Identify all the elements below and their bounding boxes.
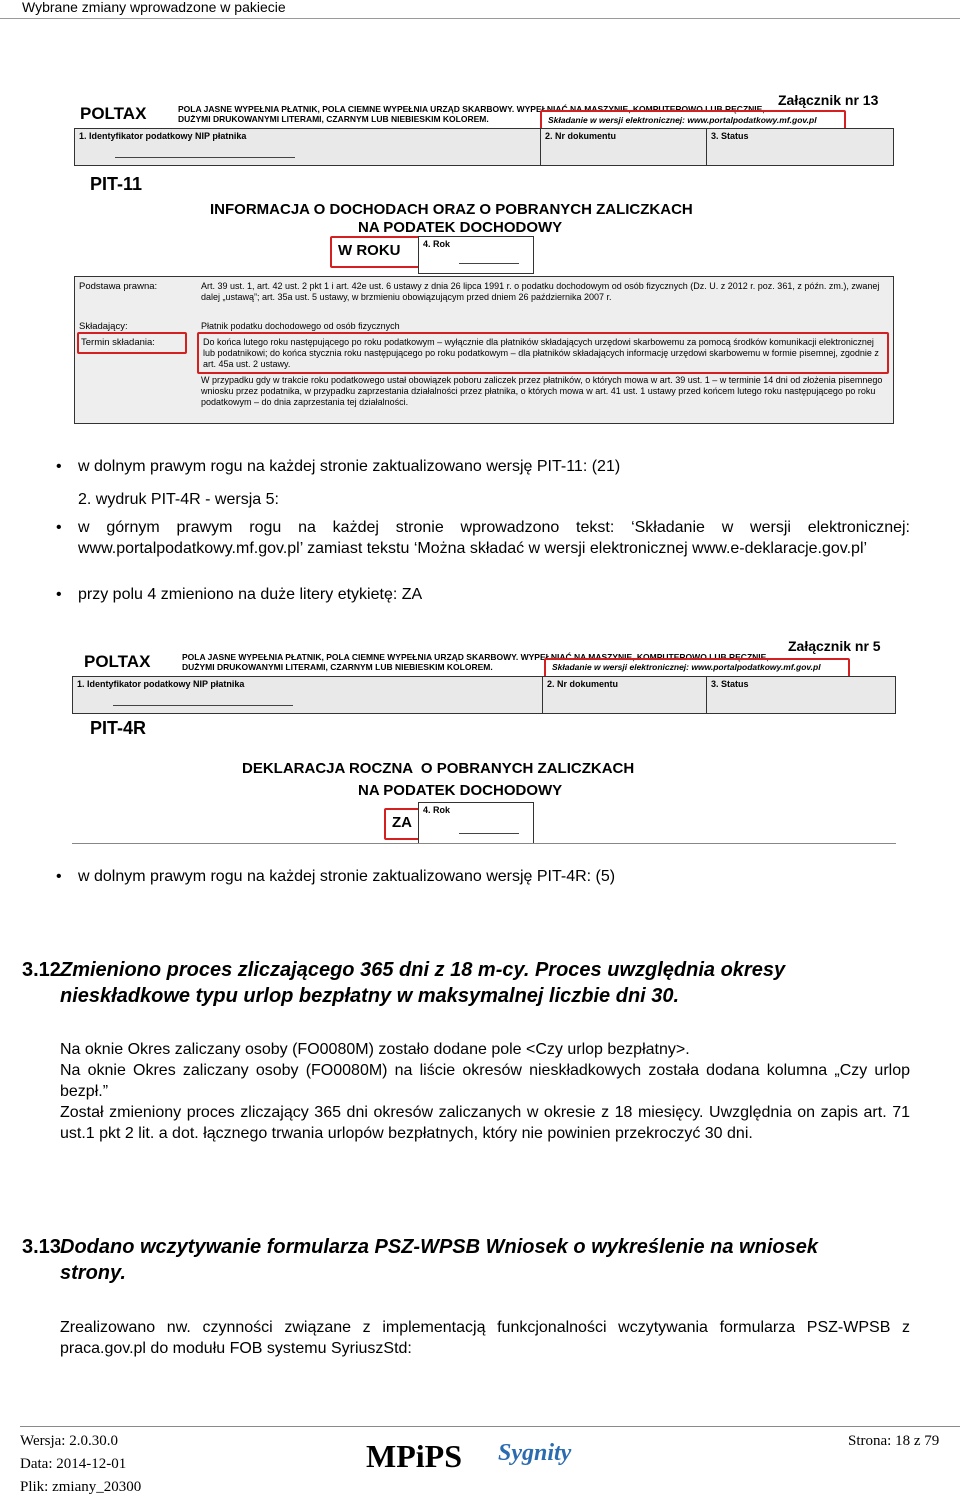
field2-year-label: 4. Rok: [423, 805, 451, 815]
highlight-za-label: [384, 808, 420, 840]
section-3-12-heading: [22, 957, 922, 1013]
section-3-12-title: Zmieniono proces zliczającego 365 dni z 18 m-cy. Proces uwzględnia okresy nieskładkowe typu urlop bezpłatny w maksymalnej liczbie dni 30.: [60, 959, 786, 1007]
form-brand: POLTAX: [80, 104, 147, 123]
field2-doc-number: [542, 676, 708, 714]
footer-version: Wersja: 2.0.30.0: [20, 1433, 118, 1449]
footer-logo-mpips: MPiPS: [366, 1438, 462, 1474]
form-code: PIT-11: [90, 174, 143, 194]
section-3-12-p3: Został zmieniony proces zliczający 365 dni okresów zaliczanych w okresie z 18 miesięcy. Uwzględnia on zapis art. 71 ust.1 pkt 2 lit. a dot. łącznego trwania urlopów bezpłatnych, który nie powinien przekroczyć 30 dni.: [60, 1104, 910, 1142]
deadline-more: W przypadku gdy w trakcie roku podatkowego ustał obowiązek poboru zaliczek przez płatników, o których mowa w art. 39 ust. 1 – w terminie 14 dni od złożenia pisemnego wniosku przez podatnika, w przypadku zaprzestania działalności przez płatnika, o których mowa w art. 41 ust. 1 ustawy przed końcem lutego roku następującego po roku podatkowym – do dnia zaprzestania tej działalności.: [201, 375, 883, 407]
field-status: [706, 128, 894, 166]
field2-doc-label: 2. Nr dokumentu: [547, 679, 619, 689]
item-pit4r-heading: 2. wydruk PIT-4R - wersja 5:: [78, 491, 279, 508]
header-title: Wybrane zmiany wprowadzone w pakiecie: [22, 0, 286, 15]
form2-attachment: Załącznik nr 5: [788, 638, 881, 654]
deadline-text: Do końca lutego roku następującego po roku podatkowym – wyłącznie dla płatników składających urzędowi skarbowemu za pomocą środków komunikacji elektronicznej lub podatnikowi; do końca stycznia roku następującego po roku podatkowym – dla płatników składających informację urzędowi skarbowemu w formie pisemnej, zgodnie z art. 45a ust. 2 ustawy.: [203, 337, 879, 369]
legal-text: Art. 39 ust. 1, art. 42 ust. 2 pkt 1 i art. 42e ust. 6 ustawy z dnia 26 lipca 1991 r. o podatku dochodowym od osób fizycznych (Dz. U. z 2012 r. poz. 361, z późn. zm.), zwanej dalej „ustawą”; art. 35a ust. 5 ustawy, w brzmieniu obowiązującym przed dniem 26 października 2007 r.: [201, 281, 880, 302]
field-year: [418, 236, 534, 274]
field-doc-label: 2. Nr dokumentu: [545, 131, 617, 141]
field2-year: [418, 802, 534, 844]
field-nip: [74, 128, 542, 166]
footer-date: Data: 2014-12-01: [20, 1456, 127, 1472]
field2-nip: [72, 676, 544, 714]
bullet-pit11-version: w dolnym prawym rogu na każdej stronie zaktualizowano wersję PIT-11: (21): [78, 458, 621, 475]
form2-divider: [72, 843, 896, 844]
filer-label: Składający:: [79, 321, 128, 332]
footer-file: Plik: zmiany_20300: [20, 1479, 142, 1495]
filer-text: Płatnik podatku dochodowego od osób fizycznych: [201, 321, 400, 331]
form2-instruction: POLA JASNE WYPEŁNIA PŁATNIK, POLA CIEMNE WYPEŁNIA URZĄD SKARBOWY. WYPEŁNIAĆ NA MASZYNIE, KOMPUTEROWO LUB RĘCZNIE, DUŻYMI DRUKOWANYMI LITERAMI, CZARNYM LUB NIEBIESKIM KOLOREM.: [182, 652, 769, 672]
form2-title-line2: NA PODATEK DOCHODOWY: [358, 782, 563, 799]
highlight-deadline-label: [77, 332, 187, 354]
field-nip-label: 1. Identyfikator podatkowy NIP płatnika: [79, 131, 247, 141]
footer-logo-sygnity: Sygnity: [498, 1440, 572, 1466]
footer-page: Strona: 18 z 79: [848, 1433, 940, 1449]
section-3-13-heading: [22, 1234, 922, 1290]
section-3-12-p1: Na oknie Okres zaliczany osoby (FO0080M) zostało dodane pole <Czy urlop bezpłatny>.: [60, 1041, 690, 1058]
field2-status: [706, 676, 896, 714]
section-3-13-p1: Zrealizowano nw. czynności związane z implementacją funkcjonalności wczytywania formularza PSZ-WPSB z praca.gov.pl do modułu FOB systemu SyriuszStd:: [60, 1319, 910, 1357]
form-instruction: POLA JASNE WYPEŁNIA PŁATNIK, POLA CIEMNE WYPEŁNIA URZĄD SKARBOWY. WYPEŁNIAĆ NA MASZYNIE, KOMPUTEROWO LUB RĘCZNIE, DUŻYMI DRUKOWANYMI LITERAMI, CZARNYM LUB NIEBIESKIM KOLOREM.: [178, 104, 765, 124]
section-3-12-p2: Na oknie Okres zaliczany osoby (FO0080M) na liście okresów nieskładkowych została dodana kolumna „Czy urlop bezpł.”: [60, 1062, 910, 1100]
field2-nip-label: 1. Identyfikator podatkowy NIP płatnika: [77, 679, 245, 689]
form-title-line2: NA PODATEK DOCHODOWY: [358, 219, 563, 236]
form2-title-line1: DEKLARACJA ROCZNA O POBRANYCH ZALICZKACH: [242, 760, 635, 777]
pit-11-form-image: [72, 88, 894, 426]
highlight-deadline-text: [197, 332, 889, 374]
highlight-electronic-2: [544, 658, 850, 678]
form2-brand: POLTAX: [84, 652, 151, 671]
field2-status-label: 3. Status: [711, 679, 749, 689]
form-attachment: Załącznik nr 13: [778, 92, 879, 108]
form-year-label: W ROKU: [338, 242, 401, 259]
legal-label: Podstawa prawna:: [79, 281, 158, 292]
form-electronic-filing: Składanie w wersji elektronicznej: www.portalpodatkowy.mf.gov.pl: [548, 115, 817, 125]
bullet-za-label: przy polu 4 zmieniono na duże litery etykietę: ZA: [78, 586, 423, 603]
highlight-year-label: [330, 236, 422, 268]
pit-4r-form-image: [72, 636, 896, 846]
footer-divider: [20, 1426, 960, 1427]
field-year-label: 4. Rok: [423, 239, 451, 249]
bullet-electronic-text: w górnym prawym rogu na każdej stronie wprowadzono tekst: ‘Składanie w wersji elektronicznej: www.portalpodatkowy.mf.gov.pl’ zamiast tekstu ‘Można składać w wersji elektronicznej www.e-deklaracje.gov.pl’: [78, 519, 910, 557]
section-3-12-number: 3.12: [22, 959, 61, 981]
deadline-label: Termin składania:: [81, 337, 155, 348]
legal-block: [74, 276, 894, 424]
section-3-13-title: Dodano wczytywanie formularza PSZ-WPSB Wniosek o wykreślenie na wniosek strony.: [60, 1236, 818, 1284]
form2-code: PIT-4R: [90, 718, 147, 738]
field-status-label: 3. Status: [711, 131, 749, 141]
bullet-pit4r-version: w dolnym prawym rogu na każdej stronie zaktualizowano wersję PIT-4R: (5): [78, 868, 616, 885]
form2-electronic-filing: Składanie w wersji elektronicznej: www.portalpodatkowy.mf.gov.pl: [552, 662, 821, 672]
field-doc-number: [540, 128, 708, 166]
section-3-13-number: 3.13: [22, 1236, 61, 1258]
form-title-line1: INFORMACJA O DOCHODACH ORAZ O POBRANYCH ZALICZKACH: [210, 201, 693, 218]
form2-year-label: ZA: [392, 814, 412, 831]
highlight-electronic: [540, 110, 846, 130]
